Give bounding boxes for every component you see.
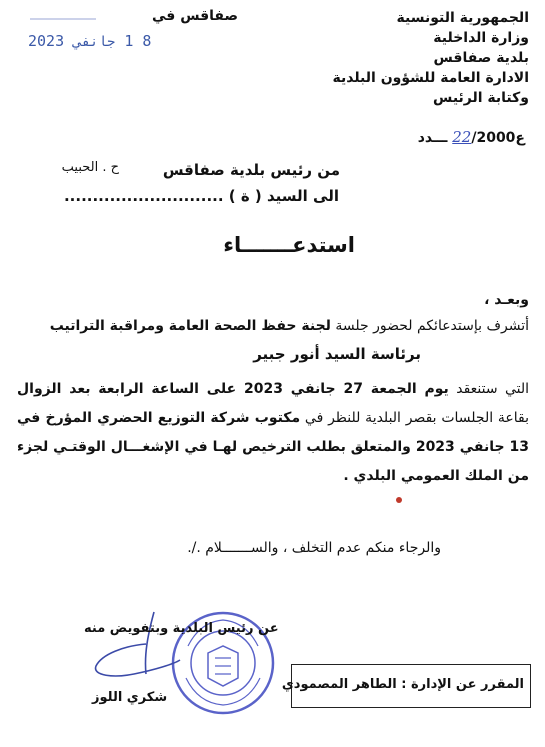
reference-rest: /2000 ـــدد xyxy=(417,130,516,146)
reference-number xyxy=(418,128,525,146)
body-text-1: التي ستنعقد xyxy=(456,381,530,397)
letterhead-line-municipality: بلدية صفاقس xyxy=(433,50,529,66)
greeting: وبعـد ، xyxy=(484,292,529,308)
committee-name: لجنة حفظ الصحة العامة ومراقبة التراتيب xyxy=(49,318,331,334)
stamp-day: 1 8 xyxy=(124,32,152,50)
chairman-line: برئاسة السيد أنور جبير xyxy=(253,345,421,363)
scribble-icon xyxy=(28,14,98,24)
meeting-datetime: يوم الجمعة 27 جانفي 2023 على الساعة الرابعة بعد الزوال xyxy=(17,381,449,397)
letterhead xyxy=(333,8,530,108)
letterhead-line-ministry: وزارة الداخلية xyxy=(433,30,529,46)
ink-dot xyxy=(396,497,402,503)
document-title: استدعـــــــاء xyxy=(223,233,355,257)
body-paragraph xyxy=(17,375,529,491)
rapporteur-box xyxy=(281,664,531,708)
sender-line: من رئيس بلدية صفاقس xyxy=(162,161,340,179)
place-date-label: صفاقس في xyxy=(152,8,239,24)
signature-mark xyxy=(84,604,194,704)
intro-line xyxy=(50,318,529,334)
agenda-subject: مكتوب شركة التوزيع الحضري المؤرخ في 13 جانفي 2023 والمتعلق بطلب الترخيص لهـا في الإشغـــال الوقتـي لجزء من الملك العمومي البلدي . xyxy=(17,410,530,484)
received-date-stamp xyxy=(28,32,151,50)
letterhead-line-directorate: الادارة العامة للشؤون البلدية xyxy=(332,70,529,86)
stamp-year: 2023 xyxy=(28,32,65,50)
recipient-line: الى السيد ( ة ) ............................ xyxy=(63,187,339,205)
letterhead-line-office: وكتابة الرئيس xyxy=(433,90,529,106)
closing-line: والرجاء منكم عدم التخلف ، والســـــــلام ./. xyxy=(187,540,441,556)
letterhead-line-republic: الجمهورية التونسية xyxy=(396,10,529,26)
stamp-month: جانفي xyxy=(73,34,116,50)
reference-handwritten: 22 xyxy=(452,128,472,146)
signatory-name: شكري اللوز xyxy=(92,690,168,705)
reference-prefix: ع xyxy=(515,130,525,146)
handled-by: ح . الحبيب xyxy=(61,160,119,175)
signatory-title: عن رئيس البلدية وبتفويض منه xyxy=(84,621,279,636)
rapporteur-text: المقرر عن الإدارة : الطاهر المصمودي xyxy=(281,677,524,692)
intro-text: أتشرف بإستدعائكم لحضور جلسة xyxy=(335,318,529,334)
body-text-2: بقاعة الجلسات بقصر البلدية للنظر في xyxy=(304,410,530,426)
